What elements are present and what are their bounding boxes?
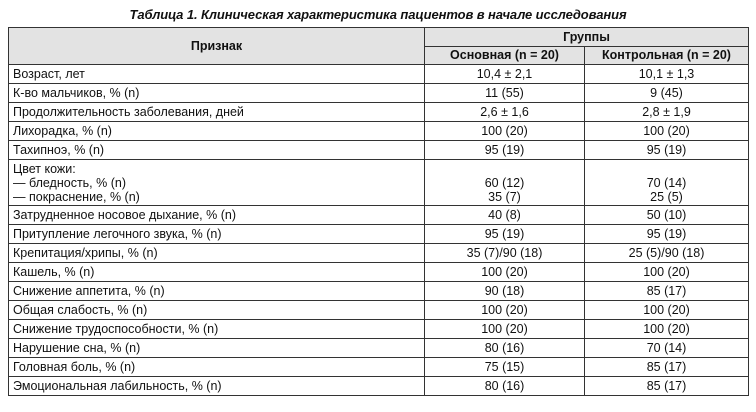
control-group-value: 10,1 ± 1,3 xyxy=(585,65,749,84)
main-group-value: 75 (15) xyxy=(425,358,585,377)
control-group-value: 25 (5)/90 (18) xyxy=(585,244,749,263)
sub-row-main-value: 60 (12) xyxy=(484,176,525,190)
table-row xyxy=(9,377,749,396)
row-label: Крепитация/хрипы, % (n) xyxy=(9,244,425,263)
table-row xyxy=(9,225,749,244)
main-group-value: 11 (55) xyxy=(425,84,585,103)
control-group-value: 95 (19) xyxy=(585,225,749,244)
main-group-value: 80 (16) xyxy=(425,377,585,396)
header-row-groups xyxy=(9,28,749,47)
control-group-value: 100 (20) xyxy=(585,301,749,320)
table-row xyxy=(9,358,749,377)
clinical-characteristics-table xyxy=(8,27,749,396)
table-row xyxy=(9,206,749,225)
row-label: Продолжительность заболевания, дней xyxy=(9,103,425,122)
row-label: Тахипноэ, % (n) xyxy=(9,141,425,160)
row-label: Кашель, % (n) xyxy=(9,263,425,282)
main-group-value: 80 (16) xyxy=(425,339,585,358)
column-header-groups: Группы xyxy=(425,28,749,47)
main-group-value: 100 (20) xyxy=(425,320,585,339)
row-label: Снижение аппетита, % (n) xyxy=(9,282,425,301)
row-label: Снижение трудоспособности, % (n) xyxy=(9,320,425,339)
control-group-value: 70 (14) xyxy=(585,339,749,358)
control-group-value: 50 (10) xyxy=(585,206,749,225)
table-row xyxy=(9,339,749,358)
sub-row-control-value: 70 (14) xyxy=(646,176,687,190)
control-group-value: 100 (20) xyxy=(585,122,749,141)
row-label: Лихорадка, % (n) xyxy=(9,122,425,141)
table-row xyxy=(9,320,749,339)
sub-row-main-value: 35 (7) xyxy=(488,190,521,204)
column-header-feature: Признак xyxy=(9,28,425,65)
main-group-value: 90 (18) xyxy=(425,282,585,301)
table-row xyxy=(9,301,749,320)
control-group-value: 100 (20) xyxy=(585,320,749,339)
table-row xyxy=(9,263,749,282)
main-group-value: 95 (19) xyxy=(425,225,585,244)
table-header xyxy=(9,28,749,65)
sub-row-label: — покраснение, % (n) xyxy=(13,189,140,204)
table-row xyxy=(9,282,749,301)
control-group-value: 85 (17) xyxy=(585,358,749,377)
main-group-value: 95 (19) xyxy=(425,141,585,160)
table-caption: Таблица 1. Клиническая характеристика пациентов в начале исследования xyxy=(129,7,627,22)
main-group-value: 100 (20) xyxy=(425,263,585,282)
row-label: Затрудненное носовое дыхание, % (n) xyxy=(9,206,425,225)
main-group-value: 100 (20) xyxy=(425,122,585,141)
control-group-value: 9 (45) xyxy=(585,84,749,103)
table-row xyxy=(9,103,749,122)
row-label: Возраст, лет xyxy=(9,65,425,84)
sub-row-control-value: 25 (5) xyxy=(650,190,683,204)
row-label: Притупление легочного звука, % (n) xyxy=(9,225,425,244)
table-row xyxy=(9,65,749,84)
main-group-value: 2,6 ± 1,6 xyxy=(425,103,585,122)
row-label: Общая слабость, % (n) xyxy=(9,301,425,320)
row-label: Головная боль, % (n) xyxy=(9,358,425,377)
row-label: Нарушение сна, % (n) xyxy=(9,339,425,358)
main-group-value: 10,4 ± 2,1 xyxy=(425,65,585,84)
control-group-value: 2,8 ± 1,9 xyxy=(585,103,749,122)
control-group-value: 85 (17) xyxy=(585,282,749,301)
document-page xyxy=(8,0,748,396)
row-group-label: Цвет кожи: xyxy=(13,161,76,176)
table-row xyxy=(9,244,749,263)
table-row xyxy=(9,160,749,206)
main-group-value: 35 (7)/90 (18) xyxy=(425,244,585,263)
row-label xyxy=(9,160,425,206)
control-group-value: 85 (17) xyxy=(585,377,749,396)
main-group-value: 40 (8) xyxy=(425,206,585,225)
main-group-value: 100 (20) xyxy=(425,301,585,320)
table-row xyxy=(9,141,749,160)
control-group-value: 100 (20) xyxy=(585,263,749,282)
table-row xyxy=(9,122,749,141)
row-label: К-во мальчиков, % (n) xyxy=(9,84,425,103)
main-group-value xyxy=(425,160,585,206)
sub-row-label: — бледность, % (n) xyxy=(13,175,126,190)
column-header-control-group: Контрольная (n = 20) xyxy=(585,46,749,65)
control-group-value: 95 (19) xyxy=(585,141,749,160)
table-row xyxy=(9,84,749,103)
row-label: Эмоциональная лабильность, % (n) xyxy=(9,377,425,396)
control-group-value xyxy=(585,160,749,206)
column-header-main-group: Основная (n = 20) xyxy=(425,46,585,65)
table-body xyxy=(9,65,749,396)
